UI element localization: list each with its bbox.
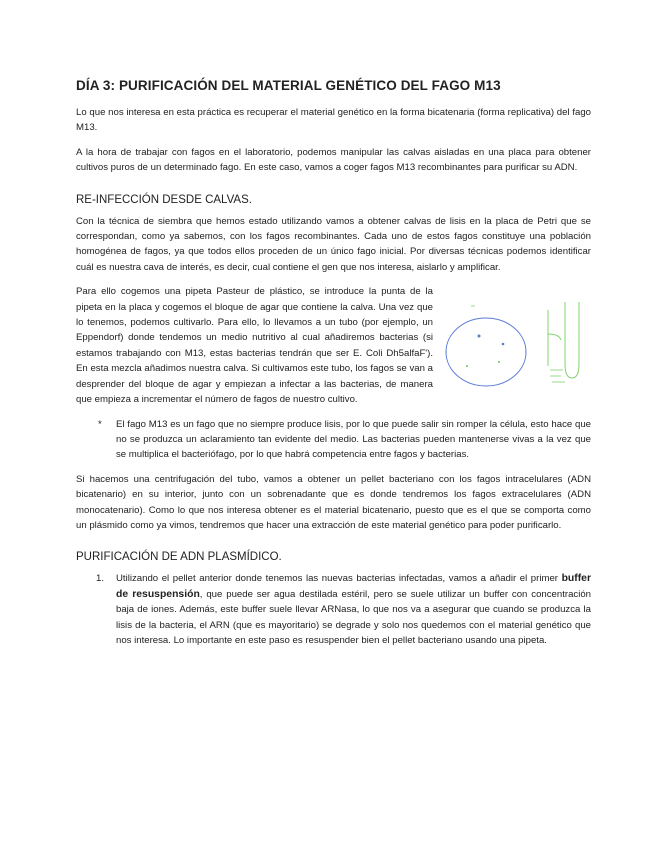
page-title: DÍA 3: PURIFICACIÓN DEL MATERIAL GENÉTICO DEL FAGO M13 [76, 78, 501, 93]
bullet-mark: * [98, 418, 102, 430]
note-bullet [98, 417, 591, 463]
document-content [76, 78, 591, 648]
intro-paragraph-1: Lo que nos interesa en esta práctica es recuperar el material genético en la forma bicatenaria (forma replicativa) del fago M13. [76, 107, 591, 134]
resuspension-buffer-term: buffer de resuspensión [116, 573, 591, 600]
section-heading-reinfection: RE-INFECCIÓN DESDE CALVAS. [76, 193, 252, 206]
intro-paragraph-2: A la hora de trabajar con fagos en el laboratorio, podemos manipular las calvas aisladas en una placa para obtener cultivos puros de un determinado fago. En este caso, vamos a coger fagos M13 recombinantes para purificar su ADN. [76, 146, 591, 174]
note-bullet-text: El fago M13 es un fago que no siempre produce lisis, por lo que puede salir sin romper la célula, esto hace que no se produzca un aclaramiento tan evidente del medio. Las bacterias pueden mantenerse vivas a la vez que se multiplica el bacteriófago, por lo que habrá competencia entre fagos y bacterias. [116, 418, 591, 461]
list-item-text-a: Utilizando el pellet anterior donde tenemos las nuevas bacterias infectadas, vamos a añadir el primer [116, 573, 562, 585]
procedure-list [76, 571, 591, 648]
list-item-text [116, 571, 591, 648]
text-with-figure [76, 284, 591, 407]
reinfection-paragraph-2: Para ello cogemos una pipeta Pasteur de plástico, se introduce la punta de la pipeta en la placa y cogemos el bloque de agar que contiene la calva. Una vez que lo tenemos, podemos cultivarlo. Para ello, lo llevamos a un tubo (por ejemplo, un Eppendorf) donde tendemos un medio nutritivo al cual añadiremos bacterias (si estamos trabajando con M13, estas bacterias tendrán que ser E. Coli Dh5alfaF'). En esta mezcla añadimos nuestra calva. Si cultivamos este tubo, los fagos se van a desprender del bloque de agar y empiezan a infectar a las bacterias, de manera que empieza a incrementar el número de fagos de nuestro cultivo. [76, 286, 433, 406]
sketch-drawing [441, 294, 591, 404]
section-heading-plasmid-purification: PURIFICACIÓN DE ADN PLASMÍDICO. [76, 551, 282, 564]
list-item-number: 1. [96, 573, 105, 585]
reinfection-paragraph-3: Si hacemos una centrifugación del tubo, vamos a obtener un pellet bacteriano con los fagos intracelulares (ADN bicatenario) en su interior, junto con un sobrenadante que es donde tendremos los fagos extracelulares (ADN monocatenario). Como lo que nos interesa obtener es el material bicatenario, puesto que es el que se comporta como un plásmido como ya vimos, tendremos que hacer una extracción de este material genético para poder purificarlo. [76, 473, 591, 531]
list-item-text-b: , que puede ser agua destilada estéril, pero se suele utilizar un buffer con concentración baja de iones. Además, este buffer suele llevar ARNasa, lo que nos va a asegurar que cuando se produzca la lisis de la bacteria, el ARN (que es mayoritario) se degrade y solo nos quedemos con el material genético que nos interesa. Lo importante en este paso es resuspender bien el pellet bacteriano usando una pipeta. [116, 588, 592, 646]
petri-dish-sketch [441, 294, 591, 404]
reinfection-paragraph-1: Con la técnica de siembra que hemos estado utilizando vamos a obtener calvas de lisis en la placa de Petri que se correspondan, como ya sabemos, con los fagos recombinantes. Cada uno de estos fagos constituye una población homogénea de fagos, ya que todos ellos proceden de un único fago inicial. Por diversas técnicas podemos identificar cuál es nuestra cava de interés, es decir, cual contiene el gen que nos interesa, aislarlo y amplificar. [76, 215, 591, 273]
list-item [96, 571, 591, 648]
